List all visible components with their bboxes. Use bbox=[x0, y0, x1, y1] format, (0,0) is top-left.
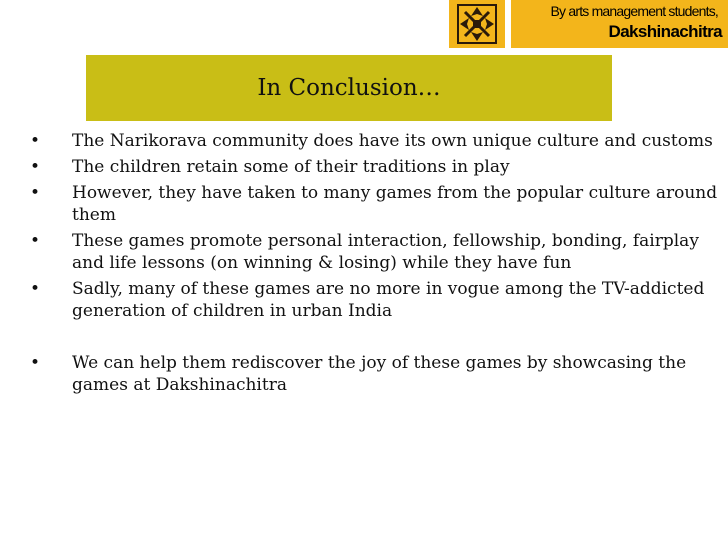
byline-text: By arts management students, bbox=[550, 3, 718, 19]
bullet-icon: • bbox=[30, 231, 41, 251]
bullet-icon: • bbox=[30, 353, 41, 373]
bullet-icon: • bbox=[30, 183, 41, 203]
bullet-text: However, they have taken to many games from the popular culture around them bbox=[72, 183, 718, 225]
bullet-icon: • bbox=[30, 279, 41, 299]
byline-organization: Dakshinachitra bbox=[608, 22, 722, 41]
bullet-item bbox=[28, 182, 718, 226]
bullet-text: The children retain some of their traditions in play bbox=[72, 157, 510, 177]
bullet-item bbox=[28, 230, 718, 274]
bullet-text: The Narikorava community does have its own unique culture and customs bbox=[72, 131, 713, 151]
bullet-item bbox=[28, 352, 718, 396]
bullet-list bbox=[28, 130, 718, 400]
bullet-text: We can help them rediscover the joy of these games by showcasing the games at Dakshinachitra bbox=[72, 353, 687, 395]
title-band bbox=[86, 55, 612, 121]
bullet-icon: • bbox=[30, 131, 41, 151]
bullet-icon: • bbox=[30, 157, 41, 177]
slide-title: In Conclusion… bbox=[257, 75, 441, 101]
logo bbox=[449, 0, 505, 48]
bullet-item bbox=[28, 278, 718, 322]
bullet-text: Sadly, many of these games are no more in vogue among the TV-addicted generation of children in urban India bbox=[72, 279, 705, 321]
bullet-text: These games promote personal interaction, fellowship, bonding, fairplay and life lessons (on winning & losing) while they have fun bbox=[72, 231, 699, 273]
cross-emblem-icon bbox=[457, 4, 497, 44]
bullet-item bbox=[28, 130, 718, 152]
byline-banner bbox=[511, 0, 728, 48]
bullet-item bbox=[28, 156, 718, 178]
